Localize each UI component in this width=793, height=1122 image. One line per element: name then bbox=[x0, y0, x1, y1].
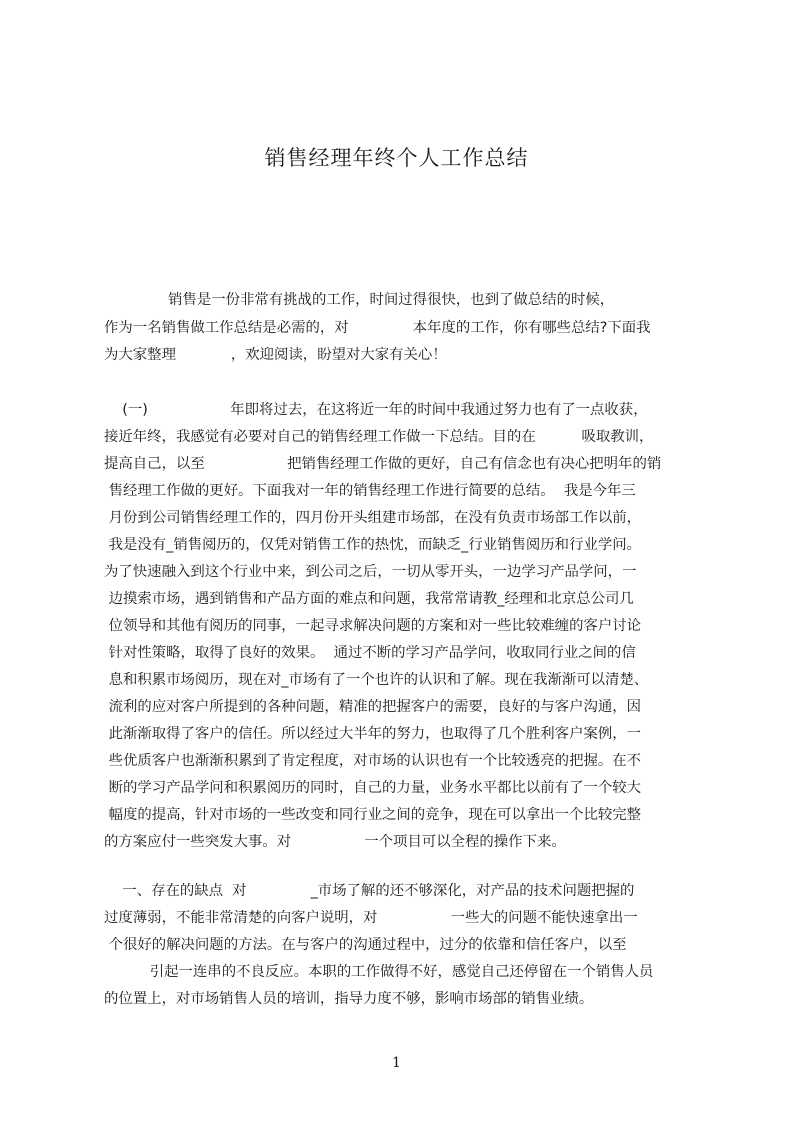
body-line: 个很好的解决问题的方法。在与客户的沟通过程中，过分的依靠和信任客户，以至 bbox=[104, 937, 627, 953]
body-line: 流利的应对客户所提到的各种问题，精准的把握客户的需要，良好的与客户沟通，因 bbox=[104, 699, 642, 715]
document-title: 销售经理年终个人工作总结 bbox=[264, 146, 529, 170]
body-line: 的位置上，对市场销售人员的培训，指导力度不够，影响市场部的销售业绩。 bbox=[104, 991, 594, 1007]
body-line: 一、存在的缺点 对 _市场了解的还不够深化，对产品的技术问题把握的 bbox=[104, 883, 635, 899]
intro-line: 为大家整理 ，欢迎阅读，盼望对大家有关心！ bbox=[104, 347, 447, 363]
intro-line: 作为一名销售做工作总结是必需的，对 本年度的工作，你有哪些总结?下面我 bbox=[104, 320, 651, 336]
body-line: 断的学习产品学问和积累阅历的同时，自己的力量，业务水平都比以前有了一个较大 bbox=[104, 780, 642, 796]
body-line: 引起一连串的不良反应。本职的工作做得不好，感觉自己还停留在一个销售人员 bbox=[104, 964, 654, 980]
body-line: 幅度的提高，针对市场的一些改变和同行业之间的竞争，现在可以拿出一个比较完整 bbox=[104, 807, 642, 823]
body-line: 息和积累市场阅历，现在对_市场有了一个也许的认识和了解。现在我渐渐可以清楚、 bbox=[104, 672, 649, 688]
body-line: 过度薄弱，不能非常清楚的向客户说明，对 一些大的问题不能快速拿出一 bbox=[104, 910, 638, 926]
intro-line: 销售是一份非常有挑战的工作，时间过得很快，也到了做总结的时候， bbox=[104, 292, 615, 308]
body-line: 月份到公司销售经理工作的，四月份开头组建市场部，在没有负责市场部工作以前， bbox=[104, 510, 642, 526]
body-line: 位领导和其他有阅历的同事，一起寻求解决问题的方案和对一些比较难缠的客户讨论 bbox=[104, 618, 642, 634]
body-line: 边摸索市场，遇到销售和产品方面的难点和问题，我常常请教_经理和北京总公司几 bbox=[104, 591, 634, 607]
body-line: 我是没有_销售阅历的，仅凭对销售工作的热忱，而缺乏_行业销售阅历和行业学问。 bbox=[104, 537, 642, 553]
body-line: 的方案应付一些突发大事。对 一个项目可以全程的操作下来。 bbox=[104, 834, 566, 850]
body-line: 此渐渐取得了客户的信任。所以经过大半年的努力，也取得了几个胜利客户案例，一 bbox=[104, 726, 642, 742]
body-line: 售经理工作做的更好。下面我对一年的销售经理工作进行简要的总结。 我是今年三 bbox=[104, 483, 636, 499]
body-line: 针对性策略，取得了良好的效果。 通过不断的学习产品学问，收取同行业之间的信 bbox=[104, 645, 636, 661]
body-line: 为了快速融入到这个行业中来，到公司之后，一切从零开头，一边学习产品学问，一 bbox=[104, 564, 637, 580]
body-line: 些优质客户也渐渐积累到了肯定程度，对市场的认识也有一个比较透亮的把握。在不 bbox=[104, 753, 642, 769]
body-line: 接近年终，我感觉有必要对自己的销售经理工作做一下总结。目的在 吸取教训， bbox=[104, 429, 654, 445]
body-line: 提高自己，以至 把销售经理工作做的更好，自己有信念也有决心把明年的销 bbox=[104, 456, 662, 472]
body-line: (一) 年即将过去，在这将近一年的时间中我通过努力也有了一点收获， bbox=[104, 402, 648, 418]
page-number: 1 bbox=[392, 1055, 401, 1071]
